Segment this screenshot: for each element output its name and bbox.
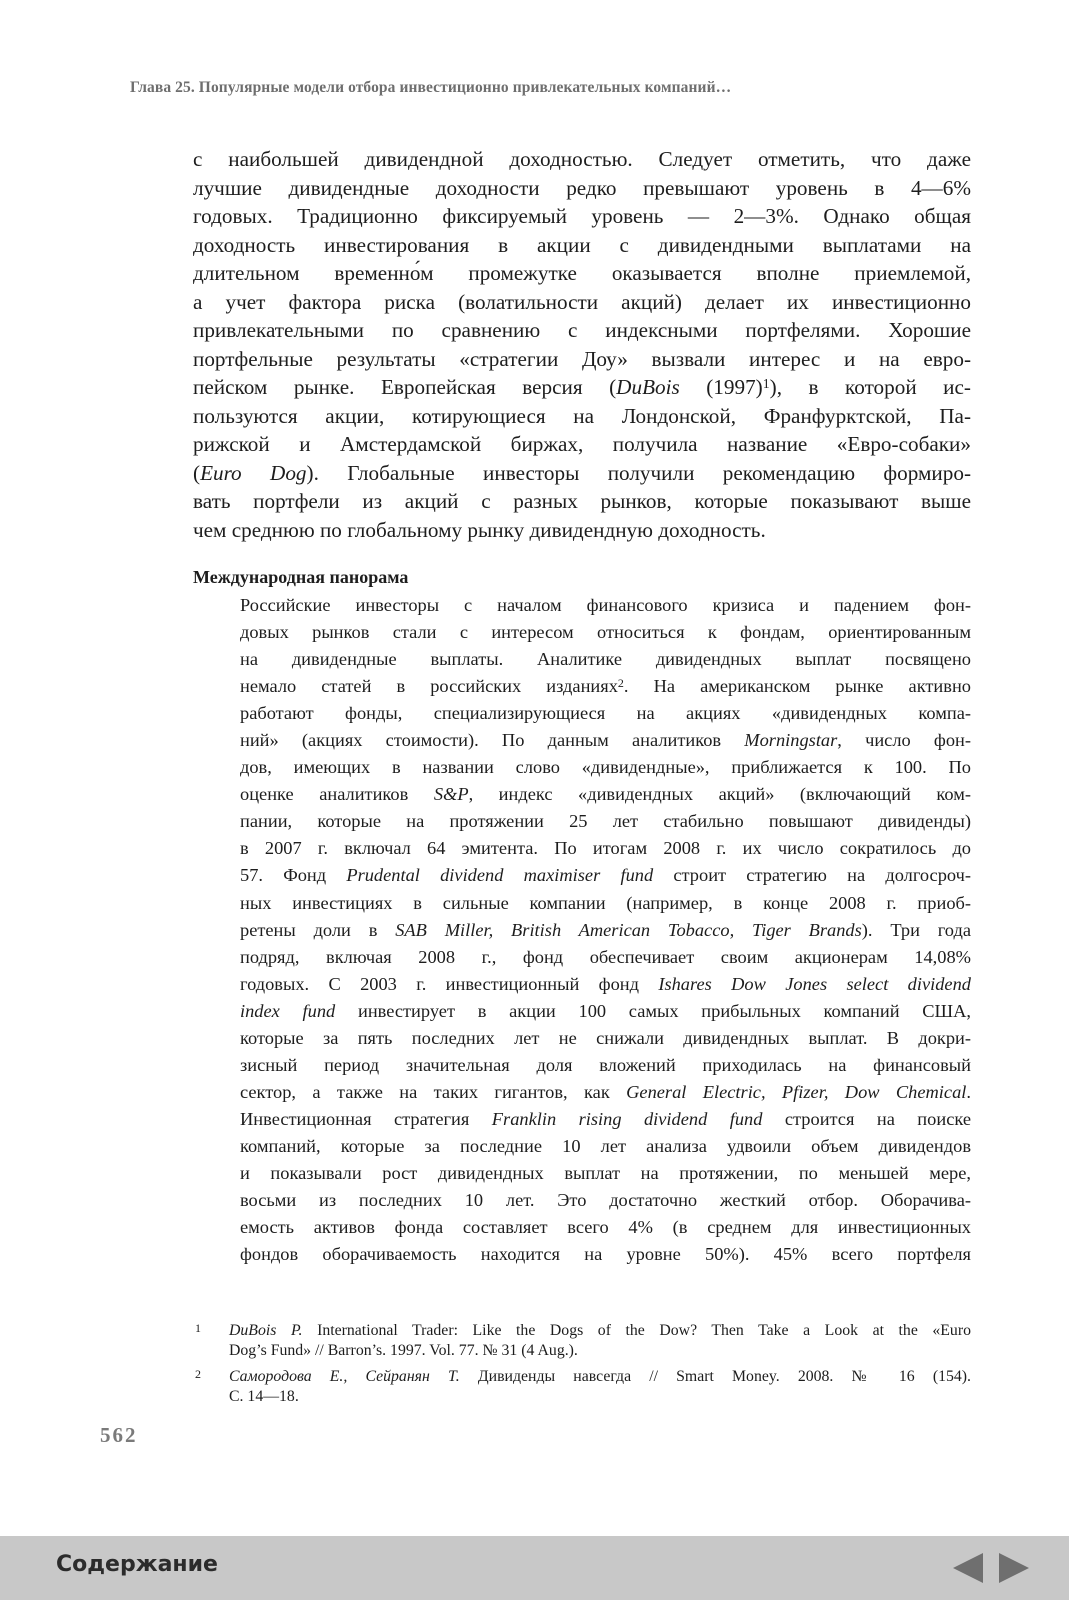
text-line: на дивидендные выплаты. Аналитике дивидендных выплат посвящено [240, 649, 971, 670]
text-line: (Euro Dog). Глобальные инвесторы получили рекомендацию формиро- [193, 460, 971, 485]
text-line: привлекательными по сравнению с индексными портфелями. Хорошие [193, 318, 971, 342]
text-line: восьми из последних 10 лет. Это достаточно жесткий отбор. Оборачива- [240, 1190, 971, 1211]
italic-text: Morningstar [744, 730, 838, 751]
italic-text: Ishares Dow Jones select dividend [658, 973, 971, 994]
text-line: годовых. С 2003 г. инвестиционный фонд Ishares Dow Jones select dividend [240, 973, 971, 994]
footnote-line: Dog’s Fund» // Barron’s. 1997. Vol. 77. № 31 (4 Aug.). [229, 1342, 578, 1359]
footnote-line: DuBois P. International Trader: Like the Dogs of the Dow? Then Take a Look at the «Euro [229, 1322, 971, 1339]
sidebar-box-text [240, 592, 971, 1268]
text-line: оценке аналитиков S&P, индекс «дивидендных акций» (включающий ком- [240, 784, 972, 805]
bottom-navigation-bar [0, 1536, 1069, 1600]
footnote-line: Самородова Е., Сейранян Т. Дивиденды навсегда // Smart Money. 2008. № 16 (154). [229, 1368, 971, 1385]
text-line: годовых. Традиционно фиксируемый уровень — 2—3%. Однако общая [193, 204, 971, 228]
text-line: компаний, которые за последние 10 лет анализа удвоили объем дивидендов [240, 1135, 971, 1156]
text-line: фондов оборачиваемость находится на уровне 50%). 45% всего портфеля [240, 1244, 971, 1265]
main-paragraph [193, 145, 971, 544]
text-line: которые за пять последних лет не снижали дивидендных выплат. В докри- [240, 1027, 971, 1048]
text-line: емость активов фонда составляет всего 4% (в среднем для инвестиционных [240, 1217, 971, 1238]
section-heading: Международная панорама [193, 567, 409, 587]
text-line: 57. Фонд Prudental dividend maximiser fund строит стратегию на долгосроч- [240, 865, 972, 886]
text-line: пейском рынке. Европейская версия (DuBois $(1997)^1$), в которой ис- [193, 375, 971, 399]
text-line: пользуются акции, котирующиеся на Лондонской, Франфурктской, Па- [193, 403, 971, 428]
italic-text: DuBois [616, 375, 680, 399]
footnote-mark: 1 [195, 1321, 201, 1335]
previous-page-button[interactable] [950, 1550, 986, 1586]
text-line: дов, имеющих в названии слово «дивидендные», приближается к 100. По [240, 757, 971, 778]
footnote-ref[interactable]: 1 [762, 375, 770, 391]
page-number: 562 [100, 1423, 138, 1447]
text-line: лучшие дивидендные доходности редко превышают уровень в 4—6% [193, 175, 971, 200]
footnotes [193, 1321, 971, 1413]
text-line: рижской и Амстердамской биржах, получила название «Евро-собаки» [193, 432, 971, 456]
next-page-button[interactable] [996, 1550, 1032, 1586]
text-line: подряд, включая 2008 г., фонд обеспечивает своим акционерам 14,08% [240, 946, 971, 967]
footnote-mark: 2 [195, 1367, 201, 1381]
footnote-line: С. 14—18. [229, 1388, 299, 1405]
italic-text: General Electric, Pfizer, Dow Chemical [626, 1081, 967, 1102]
footnote-author: Самородова Е., Сейранян Т. [229, 1368, 460, 1385]
italic-text: Franklin rising dividend fund [491, 1108, 763, 1129]
text-line: а учет фактора риска (волатильности акций) делает их инвестиционно [193, 289, 971, 314]
text-line: длительном временно́м промежутке оказывается вполне приемлемой, [193, 261, 971, 285]
italic-text: Euro Dog [200, 460, 307, 485]
text-line: доходность инвестирования в акции с дивидендными выплатами на [193, 232, 971, 257]
text-line: Российские инвесторы с началом финансового кризиса и падением фон- [240, 595, 971, 615]
triangle-left-icon [953, 1553, 983, 1583]
triangle-right-icon [999, 1553, 1029, 1583]
text-line: чем среднюю по глобальному рынку дивидендную доходность. [193, 517, 766, 542]
text-line: работают фонды, специализирующиеся на акциях «дивидендных компа- [240, 703, 971, 724]
footnote [193, 1321, 971, 1361]
text-line: зисный период значительная доля вложений приходилась на финансовый [240, 1054, 971, 1075]
text-line: с наибольшей дивидендной доходностью. Следует отметить, что даже [193, 147, 971, 171]
footnote-ref[interactable]: 2 [617, 675, 624, 690]
text-line: вать портфели из акций с разных рынков, которые показывают выше [193, 489, 971, 513]
italic-text: Prudental dividend maximiser fund [346, 865, 654, 886]
italic-text: S&P [433, 784, 469, 805]
running-head: Глава 25. Популярные модели отбора инвестиционно привлекательных компаний… [130, 79, 732, 96]
text-line: в 2007 г. включал 64 эмитента. По итогам 2008 г. их число сократилось до [240, 838, 971, 859]
footnote-author: DuBois P. [229, 1322, 303, 1339]
text-line: ний» (акциях стоимости). По данным аналитиков Morningstar, число фон- [240, 730, 971, 751]
text-line: ных инвестициях в сильные компании (например, в конце 2008 г. приоб- [240, 892, 971, 913]
text-line: довых рынков стали с интересом относиться к фондам, ориентированным [240, 622, 971, 643]
text-line: портфельные результаты «стратегии Доу» вызвали интерес и на евро- [193, 346, 971, 371]
italic-text: SAB Miller, British American Tobacco, Tiger Brands [395, 919, 862, 940]
contents-link[interactable]: Содержание [56, 1552, 218, 1577]
text-line: ретены доли в SAB Miller, British American Tobacco, Tiger Brands). Три года [240, 919, 971, 940]
text-line: index fund инвестирует в акции 100 самых прибыльных компаний США, [240, 1000, 971, 1021]
text-line: сектор, а также на таких гигантов, как General Electric, Pfizer, Dow Chemical. [240, 1081, 971, 1102]
text-line: немало статей в российских изданиях$^2$. На американском рынке активно [240, 675, 971, 697]
text-line: Инвестиционная стратегия Franklin rising dividend fund строится на поиске [240, 1108, 971, 1129]
text-line: пании, которые на протяжении 25 лет стабильно повышают дивиденды) [240, 811, 971, 832]
footnote [193, 1367, 971, 1407]
italic-text: index fund [240, 1000, 336, 1021]
text-line: и показывали рост дивидендных выплат на протяжении, по меньшей мере, [240, 1162, 971, 1183]
